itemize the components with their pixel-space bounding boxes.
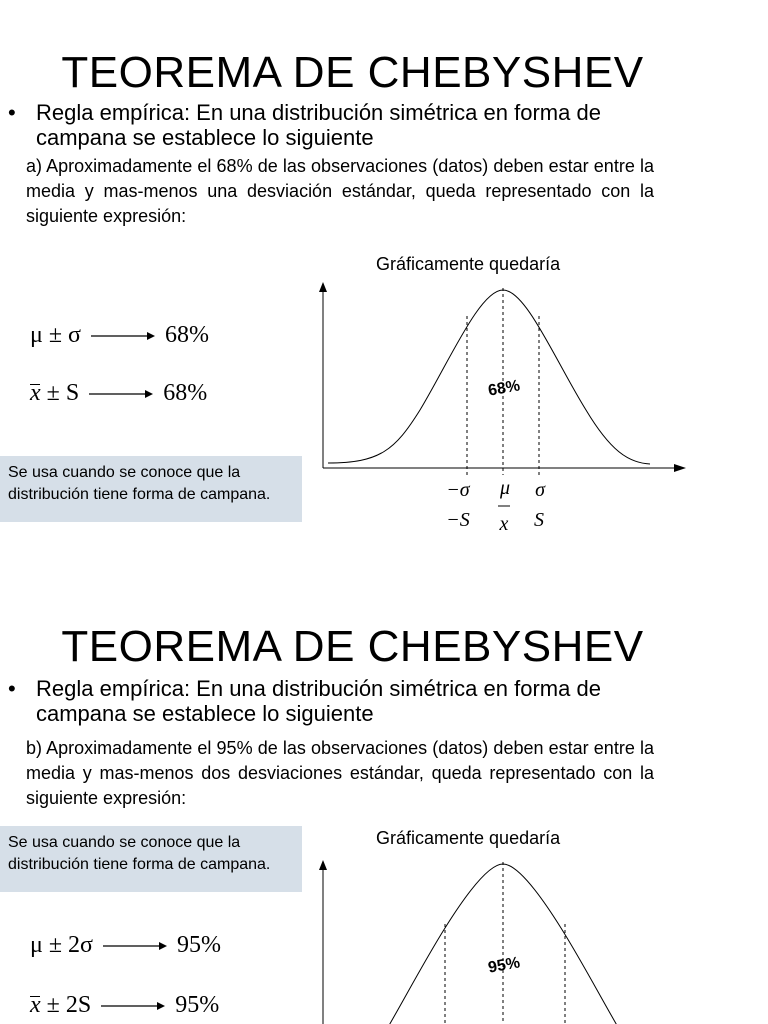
- bullet-marker: •: [8, 100, 16, 125]
- axis-label-mu: μ: [499, 477, 511, 499]
- x-bar-symbol: x: [30, 380, 41, 406]
- arrow-icon: [91, 330, 155, 342]
- x-bar-symbol: x: [30, 992, 41, 1018]
- graph-caption: Gráficamente quedaría: [376, 254, 561, 274]
- rule-paragraph: a) Aproximadamente el 68% de las observaciones (datos) deben estar entre la media y mas-menos una desviación estándar, queda representado con la siguiente expresión:: [26, 156, 654, 226]
- formula-lhs: μ ± 2σ: [30, 932, 93, 958]
- arrow-icon: [103, 940, 167, 952]
- formula-result: 68%: [163, 380, 208, 406]
- axis-label-s: S: [534, 509, 544, 531]
- formula-population: [30, 932, 221, 959]
- axis-label-minus-sigma: −σ: [446, 479, 470, 501]
- arrow-icon: [101, 1000, 165, 1012]
- x-axis-arrow-icon: [674, 464, 686, 472]
- bullet-marker: •: [8, 676, 16, 701]
- formula-population: [30, 322, 209, 349]
- rule-paragraph: b) Aproximadamente el 95% de las observaciones (datos) deben estar entre la media y mas-menos dos desviaciones estándar, queda representado con la siguiente expresión:: [26, 738, 654, 808]
- formula-result: 95%: [175, 992, 220, 1018]
- formula-sample: [30, 992, 219, 1019]
- bell-curve-graph: [310, 280, 700, 540]
- formula-lhs: [30, 992, 91, 1019]
- bullet-text: Regla empírica: En una distribución simétrica en forma de campana se establece lo siguiente: [36, 100, 601, 150]
- slide-title: TEOREMA DE CHEBYSHEV: [61, 622, 644, 671]
- percentage-label: 68%: [486, 377, 522, 400]
- bullet-text: Regla empírica: En una distribución simétrica en forma de campana se establece lo siguiente: [36, 676, 601, 726]
- formula-lhs: μ ± σ: [30, 322, 81, 348]
- bullet-item: [8, 676, 648, 726]
- note-box: Se usa cuando se conoce que la distribución tiene forma de campana.: [0, 826, 302, 892]
- axis-label-x-bar: x: [499, 513, 509, 535]
- formula-lhs-rest: ± S: [46, 380, 80, 406]
- axis-label-sigma: σ: [535, 479, 545, 501]
- note-box: Se usa cuando se conoce que la distribución tiene forma de campana.: [0, 456, 302, 522]
- axis-label-minus-s: −S: [446, 509, 470, 531]
- formula-lhs: [30, 380, 79, 407]
- y-axis-arrow-icon: [319, 860, 327, 870]
- y-axis-arrow-icon: [319, 282, 327, 292]
- slide-2: [0, 576, 768, 1024]
- slide-title: TEOREMA DE CHEBYSHEV: [61, 48, 644, 97]
- formula-sample: [30, 380, 207, 407]
- bell-curve: [328, 290, 650, 464]
- graph-caption: Gráficamente quedaría: [376, 828, 561, 848]
- bell-curve-graph: [310, 858, 700, 1024]
- arrow-icon: [89, 388, 153, 400]
- formula-result: 68%: [164, 322, 209, 348]
- formula-lhs-rest: ± 2S: [46, 992, 92, 1018]
- percentage-label: 95%: [486, 954, 522, 977]
- bullet-item: [8, 100, 648, 150]
- formula-result: 95%: [176, 932, 221, 958]
